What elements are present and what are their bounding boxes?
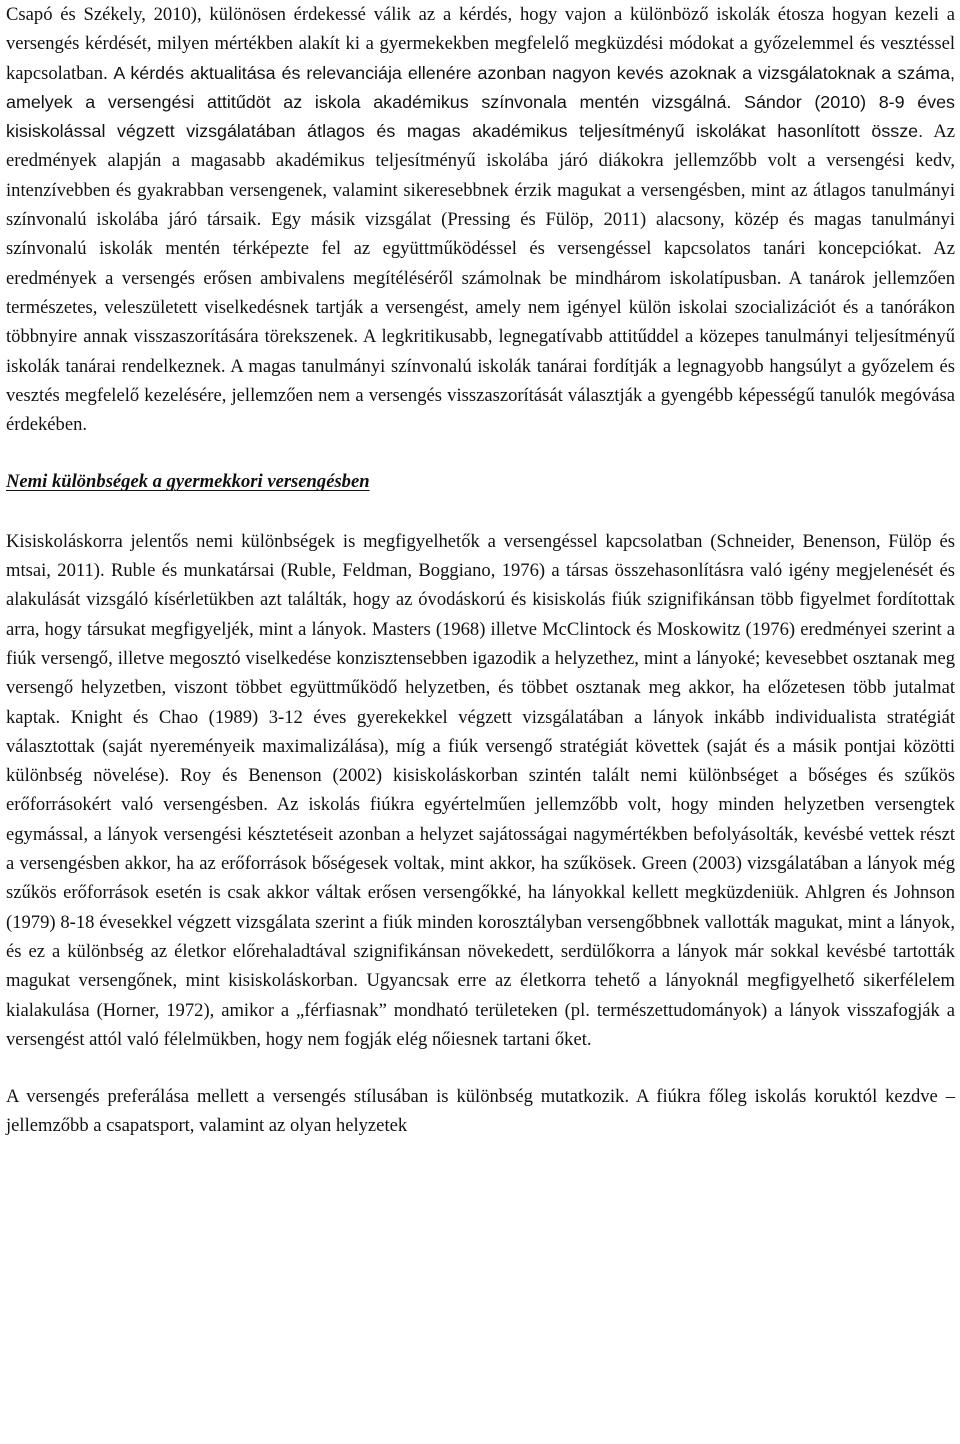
document-page xyxy=(6,0,955,1141)
paragraph-school-ethos xyxy=(6,0,955,439)
paragraph-1-sentence-1: Csapó és Székely, 2010), különösen érdekessé válik az a kérdés, hogy vajon a különböző iskolák étosza hogyan kezeli a versengés kérdését, milyen mértékben alakít ki a gyermekekben megfelelő megküzdési módokat a győzelemmel és vesztéssel kapcsolatban. xyxy=(6,4,955,84)
spacer xyxy=(6,1054,955,1082)
paragraph-1-sentence-3: Az eredmények alapján a magasabb akadémikus teljesítményű iskolába járó diákokra jellemzőbb volt a versengési kedv, intenzívebben és gyakrabban versengenek, valamint sikeresebbnek érzik magukat a versengésben, mint az átlagos tanulmányi színvonalú iskolába járó társaik. Egy másik vizsgálat (Pressing és Fülöp, 2011) alacsony, közép és magas tanulmányi színvonalú iskolák mentén térképezte fel az együttműködéssel és versengéssel kapcsolatos tanári koncepciókat. Az eredmények a versengés erősen ambivalens megítéléséről számolnak be mindhárom iskolatípusban. A tanárok jellemzően természetes, veleszületett viselkedésnek tartják a versengést, amely nem igényel külön iskolai szocializációt és a tanórákon többnyire annak visszaszorítására törekszenek. A legkritikusabb, legnegatívabb attitűddel a közepes tanulmányi teljesítményű iskolák tanárai rendelkeznek. A magas tanulmányi színvonalú iskolák tanárai fordítják a legnagyobb hangsúlyt a győzelem és vesztés megfelelő kezelésére, jellemzően nem a versengés visszaszorítását választják a gyengébb képességű tanulók megóvása érdekében. xyxy=(6,121,956,436)
section-heading: Nemi különbségek a gyermekkori versengésben xyxy=(6,471,370,493)
paragraph-competition-style: A versengés preferálása mellett a versengés stílusában is különbség mutatkozik. A fiúkra főleg iskolás koruktól kezdve – jellemzőbb a csapatsport, valamint az olyan helyzetek xyxy=(6,1086,955,1137)
paragraph-1-sentence-2: A kérdés aktualitása és relevanciája ellenére azonban nagyon kevés azoknak a vizsgálatoknak a száma, amelyek a versengési attitűdöt az iskola akadémikus színvonala mentén vizsgálná. Sándor (2010) 8-9 éves kisiskolással végzett vizsgálatában átlagos és magas akadémikus teljesítményű iskolákat hasonlított össze. xyxy=(6,62,956,142)
spacer xyxy=(6,497,955,527)
paragraph-gender-differences: Kisiskoláskorra jelentős nemi különbségek is megfigyelhetők a versengéssel kapcsolatban (Schneider, Benenson, Fülöp és mtsai, 2011). Ruble és munkatársai (Ruble, Feldman, Boggiano, 1976) a társas összehasonlításra való igény megjelenését és alakulását vizsgáló kísérletükben azt találták, hogy az óvodáskorú és kisiskolás fiúk szignifikánsan több figyelmet fordítottak arra, hogy társukat megfigyeljék, mint a lányok. Masters (1968) illetve McClintock és Moskowitz (1976) eredményei szerint a fiúk versengő, illetve megosztó viselkedése konzisztensebben igazodik a helyzethez, mint a lányoké; kevesebbet osztanak meg versengő helyzetben, viszont többet együttműködő helyzetben, és többet osztanak meg akkor, ha előzetesen több jutalmat kaptak. Knight és Chao (1989) 3-12 éves gyerekekkel végzett vizsgálatában a lányok inkább individualista stratégiát választottak (saját nyereményeik maximalizálása), míg a fiúk versengő stratégiát követtek (saját és a másik pontjai közötti különbség növelése). Roy és Benenson (2002) kisiskoláskorban szintén talált nemi különbséget a bőséges és szűkös erőforrásokért való versengésben. Az iskolás fiúkra egyértelműen jellemzőbb volt, hogy minden helyzetben versengtek egymással, a lányok versengési késztetéseit azonban a helyzet sajátosságai nagymértékben befolyásolták, kevésbé vettek részt a versengésben akkor, ha az erőforrások bőségesek voltak, mint akkor, ha szűkösek. Green (2003) vizsgálatában a lányok még szűkös erőforrások esetén is csak akkor váltak erősen versengőkké, ha lányokkal kellett megküzdeniük. Ahlgren és Johnson (1979) 8-18 évesekkel végzett vizsgálata szerint a fiúk minden korosztályban versengőbbnek vallották magukat, mint a lányok, és ez a különbség az életkor előrehaladtával szignifikánsan növekedett, serdülőkorra a lányok már sokkal kevésbé tartották magukat versengőnek, mint kisiskoláskorban. Ugyancsak erre az életkorra tehető a lányoknál megfigyelhető sikerfélelem kialakulása (Horner, 1972), amikor a „férfiasnak” mondható területeken (pl. természettudományok) a lányok visszafogják a versengést attól való félelmükben, hogy nem fogják elég nőiesnek tartani őket. xyxy=(6,530,955,1050)
spacer xyxy=(6,439,955,467)
